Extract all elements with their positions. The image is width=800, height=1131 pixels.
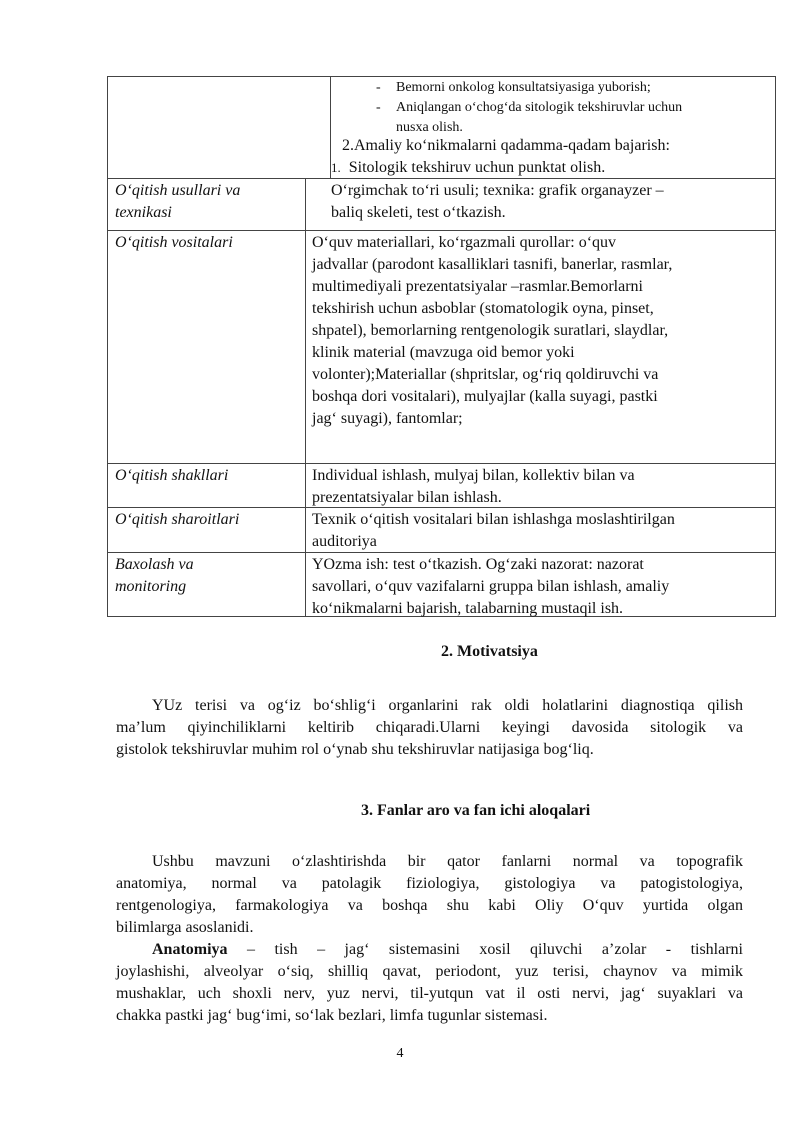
anatomy-term: Anatomiya (152, 941, 228, 958)
row-value-forms: Individual ishlash, mulyaj bilan, kollektiv bilan va prezentatsiyalar bilan ishlash. (312, 467, 635, 506)
row-label-forms: O‘qitish shakllari (115, 467, 229, 484)
table-border-right (775, 76, 776, 617)
row-divider (107, 463, 776, 464)
anatomy-first-line: Anatomiya – tish – jag‘ sistemasini xosil qiluvchi a’zolar - tishlarni (152, 941, 743, 958)
row-label-conditions: O‘qitish sharoitlari (115, 511, 240, 528)
lesson-table: - Bemorni onkolog konsultatsiyasiga yuborish; - Aniqlangan o‘chog‘da sitologik tekshiruvlar uchun nusxa olish. 2.Amaliy ko‘nikmalarni qadamma-qadam bajarish: 1. Sitologik tekshiruv uchun punktat olish. O‘qitish usullari va texnikasi O‘rgimchak to‘ri usuli; texnika: grafik organayzer – baliq skeleti, test o‘tkazish. O‘qitish vositalari O‘quv materiallari, ko‘rgazmali qurollar: o‘quv jadvallar (parodont kasalliklari tasnifi, banerlar, rasmlar, multimediyali prezentatsiyalar –rasmlar.Bemorlarni tekshirish uchun asboblar (stomatologik oyna, pinset, shpatel), bemorlarning rentgenologik suratlari, slaydlar, klinik material (mavzuga oid bemor yoki volonter);Materiallar (shpritslar, og‘riq qoldiruvchi va boshqa dori vositalari), mulyajlar (kalla suyagi, pastki jag‘ suyagi), fantomlar; O‘qitish shakllari Individual ishlash, mulyaj bilan, kollektiv bilan va prezentatsiyalar bilan ishlash. O‘qitish sharoitlari Texnik o‘qitish vositalari bilan ishlashga moslashtirilgan auditoriya Baxolash va monitoring YOzma ish: test o‘tkazish. Og‘zaki nazorat: nazorat savollari, o‘quv vazifalarni gruppa bilan ishlash, amaliy ko‘nikmalarni bajarish, talabarning mustaqil ish. (107, 76, 776, 617)
row-value-assessment: YOzma ish: test o‘tkazish. Og‘zaki nazorat: nazorat savollari, o‘quv vazifalarni gruppa bilan ishlash, amaliy ko‘nikmalarni bajarish, talabarning mustaqil ish. (312, 556, 670, 617)
interdisciplinary-paragraph: Ushbu mavzuni o‘zlashtirishda bir qator fanlarni normal va topografik anatomiya, normal va patolagik fiziologiya, gistologiya va patogistologiya, rentgenologiya, farmakologiya va boshqa shu kabi Oliy O‘quv yurtida olgan bilimlarga asoslanidi. (116, 853, 743, 936)
page-number: 4 (396, 1046, 404, 1061)
list-number: 1. (331, 160, 341, 175)
section-heading-motivation: 2. Motivatsiya (441, 643, 538, 660)
anatomy-paragraph: Anatomiya – tish – jag‘ sistemasini xosil qiluvchi a’zolar - tishlarni joylashishi, alveolyar o‘siq, shilliq qavat, periodont, yuz terisi, chaynov va mimik mushaklar, uch shoxli nerv, yuz nervi, til-yutqun vat il osti nervi, jag‘ suyaklari va chakka pastki jag‘ bug‘imi, so‘lak bezlari, limfa tugunlar sistemasi. (116, 941, 743, 1024)
section-heading-interdisciplinary: 3. Fanlar aro va fan ichi aloqalari (361, 802, 591, 819)
step-heading: 2.Amaliy ko‘nikmalarni qadamma-qadam bajarish: (342, 137, 670, 154)
table-border-top (107, 76, 776, 77)
row-label-tools: O‘qitish vositalari (115, 234, 233, 251)
row-value-methods: O‘rgimchak to‘ri usuli; texnika: grafik organayzer – baliq skeleti, test o‘tkazish. (331, 182, 664, 221)
row-label-methods: O‘qitish usullari va texnikasi (115, 182, 241, 221)
table-border-left (107, 76, 108, 617)
row-value-conditions: Texnik o‘qitish vositalari bilan ishlashga moslashtirilgan auditoriya (312, 511, 675, 550)
row-divider (107, 230, 776, 231)
row-value-tools: O‘quv materiallari, ko‘rgazmali qurollar: o‘quv jadvallar (parodont kasalliklari tasnifi, banerlar, rasmlar, multimediyali prezentatsiyalar –rasmlar.Bemorlarni tekshirish uchun asboblar (stomatologik oyna, pinset, shpatel), bemorlarning rentgenologik suratlari, slaydlar, klinik material (mavzuga oid bemor yoki volonter);Materiallar (shpritslar, og‘riq qoldiruvchi va boshqa dori vositalari), mulyajlar (kalla suyagi, pastki jag‘ suyagi), fantomlar; (312, 234, 673, 427)
list-item-continuation: nusxa olish. (396, 120, 463, 135)
numbered-item: 1. Sitologik tekshiruv uchun punktat olish. (331, 159, 606, 176)
column-divider (305, 178, 306, 617)
row-label-assessment: Baxolash va monitoring (115, 556, 194, 595)
motivation-paragraph: YUz terisi va og‘iz bo‘shlig‘i organlarini rak oldi holatlarini diagnostiqa qilish ma’lum qiyinchiliklarni keltirib chiqaradi.Ularni keyingi davosida sitologik va gistolok tekshiruvlar muhim rol o‘ynab shu tekshiruvlar natijasiga bog‘liq. (116, 697, 743, 758)
